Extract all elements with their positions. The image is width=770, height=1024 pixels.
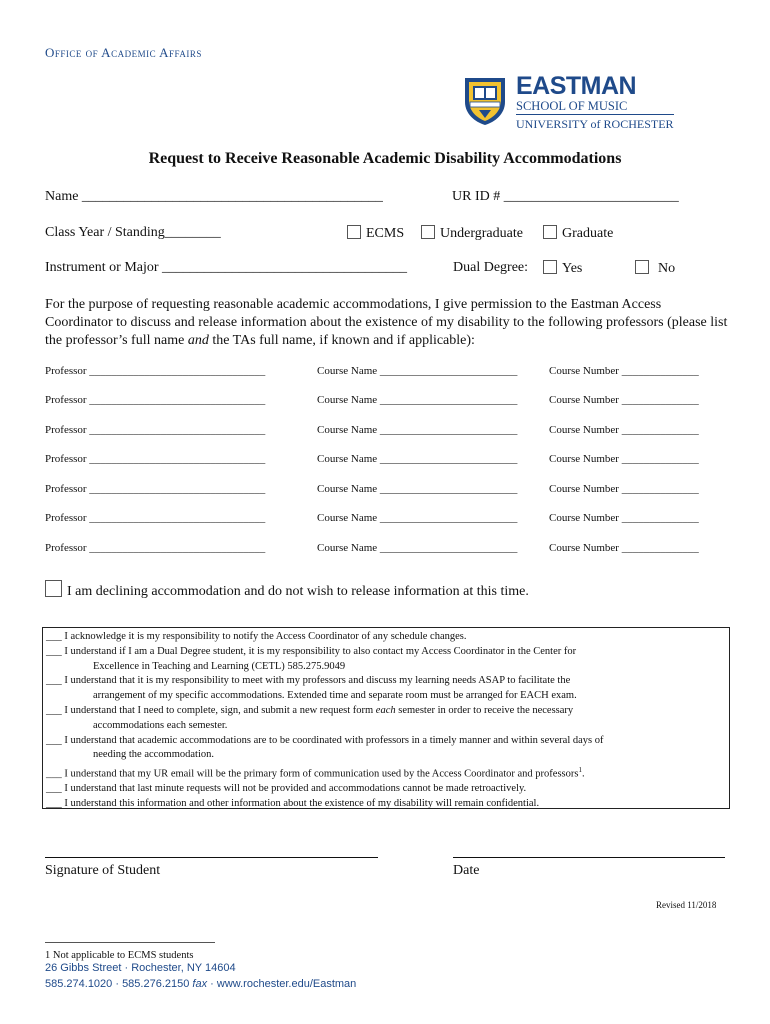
dual-no-checkbox[interactable] <box>635 260 649 274</box>
ack-coordinate-cont: needing the accommodation. <box>93 749 215 761</box>
ack-schedule[interactable]: ___ I acknowledge it is my responsibility to notify the Access Coordinator of any schedule changes. <box>46 631 467 642</box>
footer-fax: fax <box>192 978 208 990</box>
decline-option[interactable] <box>45 580 529 600</box>
decline-checkbox[interactable] <box>45 580 62 597</box>
ack-dual-degree[interactable]: ___ I understand if I am a Dual Degree student, it is my responsibility to also contact my Access Coordinator in the Center for <box>46 645 577 657</box>
ack-email[interactable] <box>46 763 726 782</box>
professor-field-2[interactable]: Professor ________________________________ <box>45 394 266 406</box>
footer-contact <box>45 978 356 990</box>
course-number-field-6[interactable]: Course Number ______________ <box>549 512 699 524</box>
ack-email-footnote-ref: 1 <box>578 766 582 775</box>
ack-new-request-a: ___ I understand that I need to complete, sign, and submit a new request form <box>46 704 376 716</box>
course-number-field-5[interactable]: Course Number ______________ <box>549 483 699 495</box>
signature-label: Signature of Student <box>45 863 161 878</box>
course-number-field-3[interactable]: Course Number ______________ <box>549 424 699 436</box>
undergraduate-option[interactable] <box>421 225 523 242</box>
revised-date: Revised 11/2018 <box>656 900 717 910</box>
acknowledgements-box <box>42 627 730 809</box>
instrument-field[interactable]: Instrument or Major ___________________________________ <box>45 260 408 275</box>
form-title: Request to Receive Reasonable Academic Disability Accommodations <box>148 150 622 167</box>
graduate-label: Graduate <box>562 226 614 241</box>
name-field[interactable]: Name ___________________________________________ <box>45 189 383 204</box>
course-name-field-5[interactable]: Course Name _________________________ <box>317 483 518 495</box>
course-name-field-6[interactable]: Course Name _________________________ <box>317 512 518 524</box>
urid-field[interactable]: UR ID # _________________________ <box>452 189 679 204</box>
office-heading: Office of Academic Affairs <box>45 45 202 60</box>
ack-new-request-cont: accommodations each semester. <box>93 719 228 731</box>
course-name-field-3[interactable]: Course Name _________________________ <box>317 424 518 436</box>
class-year-field[interactable]: Class Year / Standing________ <box>45 225 221 240</box>
professor-field-6[interactable]: Professor ________________________________ <box>45 512 266 524</box>
ack-meet-professors-cont: arrangement of my specific accommodations. Extended time and separate room must be arranged for EACH exam. <box>93 690 577 702</box>
date-line[interactable] <box>453 857 725 858</box>
undergraduate-label: Undergraduate <box>440 226 523 241</box>
ack-coordinate[interactable]: ___ I understand that academic accommodations are to be coordinated with professors in a timely manner and within several days of <box>46 734 604 746</box>
footnote-divider <box>45 942 215 943</box>
dual-no-option[interactable] <box>635 260 675 277</box>
course-name-field-4[interactable]: Course Name _________________________ <box>317 453 518 465</box>
eastman-logo <box>461 74 691 134</box>
course-number-field-1[interactable]: Course Number ______________ <box>549 365 699 377</box>
course-name-field-1[interactable]: Course Name _________________________ <box>317 365 518 377</box>
course-number-field-4[interactable]: Course Number ______________ <box>549 453 699 465</box>
university-shield-icon <box>461 74 509 126</box>
course-number-field-7[interactable]: Course Number ______________ <box>549 542 699 554</box>
decline-label: I am declining accommodation and do not wish to release information at this time. <box>67 584 529 599</box>
date-label: Date <box>453 863 480 878</box>
professor-field-7[interactable]: Professor ________________________________ <box>45 542 266 554</box>
dual-yes-checkbox[interactable] <box>543 260 557 274</box>
dual-yes-label: Yes <box>562 261 583 276</box>
ack-new-request-em: each <box>375 704 396 716</box>
course-name-field-2[interactable]: Course Name _________________________ <box>317 394 518 406</box>
ack-confidential[interactable]: ___ I understand this information and other information about the existence of my disability will remain confidential. <box>46 798 540 810</box>
professor-field-5[interactable]: Professor ________________________________ <box>45 483 266 495</box>
footer-phone: 585.274.1020 · 585.276.2150 <box>45 978 190 990</box>
dual-yes-option[interactable] <box>543 260 582 277</box>
ecms-checkbox[interactable] <box>347 225 361 239</box>
course-number-field-2[interactable]: Course Number ______________ <box>549 394 699 406</box>
permission-paragraph <box>45 296 730 350</box>
paragraph-text-b: the TAs full name, if known and if applicable): <box>208 333 475 348</box>
dual-no-label: No <box>658 261 676 276</box>
dual-degree-label: Dual Degree: <box>453 260 529 275</box>
ack-meet-professors[interactable]: ___ I understand that it is my responsibility to meet with my professors and discuss my learning needs ASAP to facilitate the <box>46 675 571 687</box>
paragraph-text-a: For the purpose of requesting reasonable academic accommodations, I give permission to the Eastman Access Coordinator to discuss and release information about the existence of my disability to the following professors (please list the professor’s full name <box>45 297 728 348</box>
footer-address: 26 Gibbs Street · Rochester, NY 14604 <box>45 962 236 974</box>
ack-email-end: . <box>581 768 585 780</box>
ecms-option[interactable] <box>347 225 404 242</box>
ack-new-request[interactable] <box>46 704 726 719</box>
logo-university: UNIVERSITY of ROCHESTER <box>516 114 674 132</box>
professor-field-1[interactable]: Professor ________________________________ <box>45 365 266 377</box>
footnote: 1 Not applicable to ECMS students <box>45 950 194 961</box>
course-name-field-7[interactable]: Course Name _________________________ <box>317 542 518 554</box>
graduate-option[interactable] <box>543 225 613 242</box>
ack-email-text: ___ I understand that my UR email will be the primary form of communication used by the Access Coordinator and professors <box>46 768 579 780</box>
professor-field-3[interactable]: Professor ________________________________ <box>45 424 266 436</box>
paragraph-emphasis: and <box>187 333 209 348</box>
professor-field-4[interactable]: Professor ________________________________ <box>45 453 266 465</box>
graduate-checkbox[interactable] <box>543 225 557 239</box>
footer-web[interactable]: · www.rochester.edu/Eastman <box>210 978 357 990</box>
ack-last-minute[interactable]: ___ I understand that last minute requests will not be provided and accommodations cannot be made retroactively. <box>46 783 527 795</box>
signature-line[interactable] <box>45 857 378 858</box>
logo-eastman: EASTMAN <box>516 72 637 100</box>
logo-school: SCHOOL OF MUSIC <box>516 99 628 113</box>
ack-dual-degree-cont: Excellence in Teaching and Learning (CETL) 585.275.9049 <box>93 660 346 672</box>
ecms-label: ECMS <box>366 226 405 241</box>
ack-new-request-b: semester in order to receive the necessary <box>395 704 574 716</box>
undergraduate-checkbox[interactable] <box>421 225 435 239</box>
